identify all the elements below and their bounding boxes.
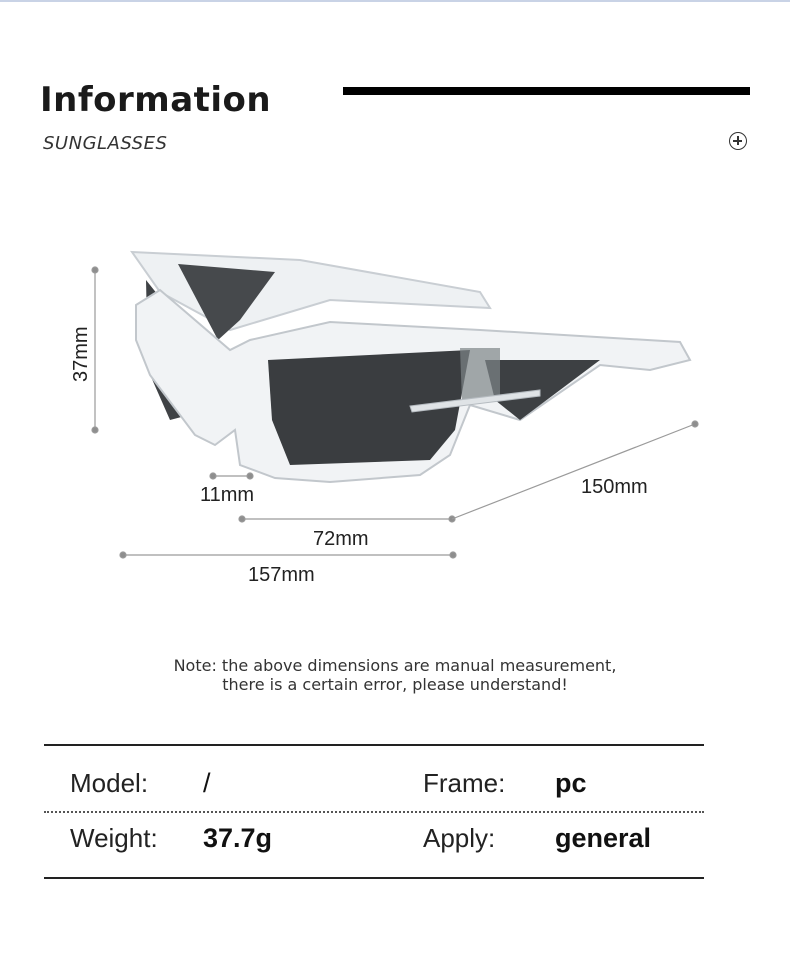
weight-value: 37.7g <box>203 823 273 853</box>
spec-middle-rule <box>44 811 704 813</box>
sunglasses-image <box>0 220 790 600</box>
weight-label: Weight: <box>70 823 158 853</box>
spec-bottom-rule <box>44 877 704 879</box>
note-line-1: Note: the above dimensions are manual measurement, <box>173 656 617 675</box>
top-divider <box>0 0 790 2</box>
note-line-2: there is a certain error, please understand! <box>222 675 568 694</box>
plus-circle-icon[interactable] <box>729 132 747 150</box>
bridge-dimension-label: 11mm <box>200 484 255 506</box>
page-subtitle: SUNGLASSES <box>43 133 168 154</box>
model-label: Model: <box>70 768 149 798</box>
spec-top-rule <box>44 744 704 746</box>
measurement-note <box>100 656 690 694</box>
temple-dimension-label: 150mm <box>581 476 648 498</box>
lens-width-dimension-label: 72mm <box>313 528 369 550</box>
apply-label: Apply: <box>423 823 496 853</box>
apply-value: general <box>555 823 652 853</box>
title-accent-bar <box>343 87 750 95</box>
frame-value: pc <box>555 768 587 798</box>
height-dimension-label: 37mm <box>70 326 92 382</box>
frame-label: Frame: <box>423 768 506 798</box>
frame-width-dimension-label: 157mm <box>248 564 315 586</box>
page-title: Information <box>40 80 272 120</box>
model-value: / <box>203 768 211 798</box>
hinge <box>460 348 500 402</box>
